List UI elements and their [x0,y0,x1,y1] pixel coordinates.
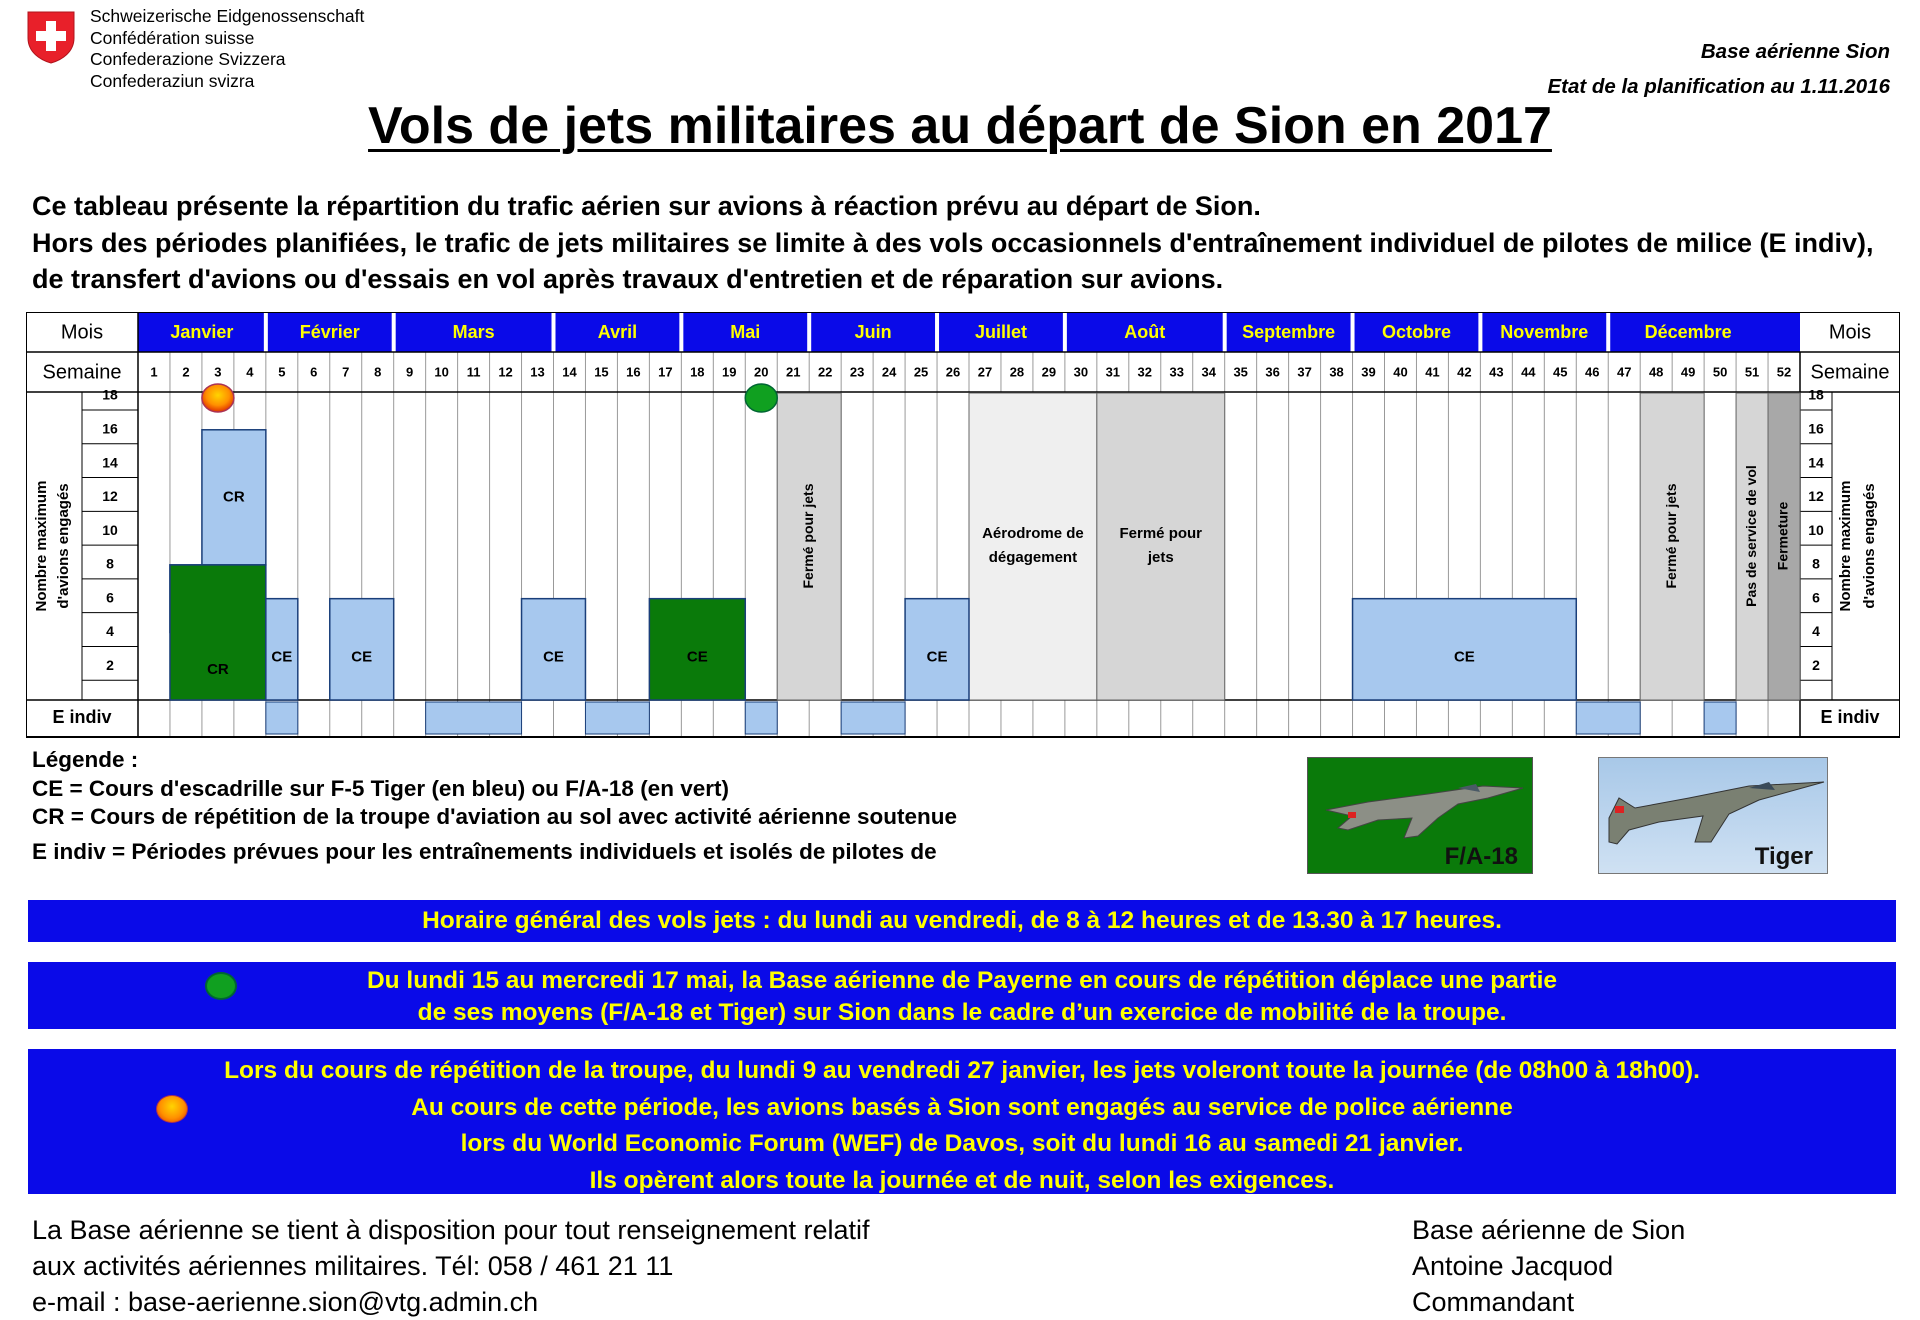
closure-block [1097,393,1225,700]
y-tick-label: 4 [106,623,114,640]
month-label: Novembre [1500,321,1589,342]
week-label: 23 [849,364,865,380]
week-label: 13 [530,364,545,380]
month-label: Juillet [974,321,1027,342]
closure-label-line-2: dégagement [988,548,1078,566]
week-label: 49 [1680,364,1696,380]
e-indiv-period [745,702,777,734]
footer-contact [32,1212,870,1320]
tiger-photo [1598,757,1828,874]
y-tick-label: 10 [102,521,118,538]
closure-label: Fermeture [1774,501,1791,571]
y-tick-label-right: 10 [1808,521,1824,538]
course-block-label: CE [271,648,293,666]
week-label: 9 [406,364,414,380]
payerne-line-1: Du lundi 15 au mercredi 17 mai, la Base aérienne de Payerne en cours de répétition déplace une partie [366,967,1558,994]
footer-sign-line-1: Base aérienne de Sion [1412,1215,1686,1245]
y-tick-label: 16 [102,420,118,437]
week-label: 48 [1648,364,1664,380]
row-label-e-indiv-right: E indiv [1820,706,1880,727]
planning-status: Etat de la planification au 1.11.2016 [1547,75,1890,98]
fa18-label: F/A-18 [1444,843,1518,870]
y-tick-label: 14 [102,454,118,471]
y-tick-label: 2 [106,656,114,673]
org-line-it: Confederazione Svizzera [90,49,286,69]
wef-line-1: Lors du cours de répétition de la troupe, du lundi 9 au vendredi 27 janvier, les jets voleront toute la journée (de 08h00 à 18h00). [224,1057,1700,1084]
week-label: 8 [374,364,382,380]
week-label: 34 [1201,364,1216,380]
page-title [0,96,1920,156]
y-tick-label: 6 [106,589,114,606]
y-tick-label: 8 [106,555,114,572]
y-tick-label-right: 12 [1808,488,1824,505]
week-label: 50 [1712,364,1728,380]
organization-names [90,6,364,92]
month-label: Septembre [1242,321,1336,342]
closure-label-line-1: Aérodrome de [982,524,1084,542]
y-tick-label-right: 2 [1812,656,1820,673]
wef-line-4: Ils opèrent alors toute la journée et de nuit, selon les exigences. [589,1166,1335,1194]
week-label: 43 [1489,364,1504,380]
month-label: Avril [597,321,638,342]
hours-banner [28,900,1896,942]
intro-line-1: Ce tableau présente la répartition du trafic aérien sur avions à réaction prévu au départ de Sion. [32,191,1261,221]
y-tick-label: 18 [102,386,118,403]
closure-label: Fermé pour jets [1662,483,1679,589]
e-indiv-period [266,702,298,734]
week-label: 40 [1393,364,1408,380]
e-indiv-period [426,702,522,734]
closure-block [969,393,1097,700]
y-tick-label: 12 [102,488,118,505]
legend-item-cr: CR = Cours de répétition de la troupe d'aviation au sol avec activité aérienne soutenue [32,804,957,829]
week-label: 29 [1041,364,1057,380]
course-block-label: CE [686,648,708,666]
footer-sign-line-3: Commandant [1412,1287,1575,1317]
orange-marker-icon [202,384,234,412]
footer-signature [1412,1212,1685,1320]
orange-dot-icon [156,1095,188,1123]
course-block-label: CE [1453,648,1475,666]
week-label: 28 [1009,364,1025,380]
week-label: 39 [1361,364,1376,380]
row-label-month-right: Mois [1828,321,1872,344]
hours-text: Horaire général des vols jets : du lundi au vendredi, de 8 à 12 heures et de 13.30 à 17 heures. [422,907,1502,934]
green-dot-icon [205,972,237,1000]
week-label: 27 [977,364,993,380]
legend-item-ce: CE = Cours d'escadrille sur F-5 Tiger (en bleu) ou F/A-18 (en vert) [32,775,729,801]
footer-contact-line-1: La Base aérienne se tient à disposition pour tout renseignement relatif [32,1215,870,1245]
closure-label: Pas de service de vol [1742,465,1759,607]
week-label: 10 [434,364,449,380]
base-name: Base aérienne Sion [1700,40,1890,63]
week-label: 16 [626,364,641,380]
week-label: 44 [1521,364,1536,380]
week-label: 4 [246,364,254,380]
footer-email[interactable]: e-mail : base-aerienne.sion@vtg.admin.ch [32,1287,539,1317]
green-marker-icon [745,384,777,412]
week-label: 22 [817,364,833,380]
week-label: 14 [562,364,577,380]
legend-item-e-indiv: E indiv = Périodes prévues pour les entraînements individuels et isolés de pilotes de [32,838,937,864]
y-tick-label-right: 4 [1812,623,1820,640]
week-label: 42 [1457,364,1472,380]
course-block-label: CE [351,648,373,666]
month-label: Juin [854,321,892,342]
fa18-photo [1307,757,1533,874]
week-label: 33 [1169,364,1184,380]
week-label: 38 [1329,364,1344,380]
course-block-cr [170,565,266,700]
week-label: 41 [1425,364,1440,380]
week-label: 31 [1105,364,1121,380]
closure-label-line-1: Fermé pour [1119,524,1203,542]
row-label-week-right: Semaine [1810,361,1890,384]
week-label: 32 [1137,364,1153,380]
week-label: 3 [214,364,222,380]
y-tick-label-right: 18 [1808,386,1824,403]
intro-line-2: Hors des périodes planifiées, le trafic de jets militaires se limite à des vols occasionnels d'entraînement individuel de pilotes de milice (E indiv), de transfert d'avions ou d'essais en vol après travaux d'entretien et de réparation sur avions. [32,227,1874,294]
week-label: 21 [785,364,801,380]
y-tick-label-right: 8 [1812,555,1820,572]
week-label: 37 [1297,364,1312,380]
month-label: Août [1124,321,1166,342]
month-label: Janvier [170,321,234,342]
wef-line-2: Au cours de cette période, les avions basés à Sion sont engagés au service de police aérienne [411,1093,1513,1121]
week-label: 11 [466,364,481,380]
week-label: 52 [1776,364,1792,380]
week-label: 2 [182,364,190,380]
week-label: 17 [658,364,673,380]
e-indiv-period [1704,702,1736,734]
legend [32,746,957,866]
week-label: 25 [913,364,929,380]
course-block-label: CE [926,648,948,666]
footer-contact-line-2: aux activités aériennes militaires. Tél: 058 / 461 21 11 [32,1251,674,1281]
week-label: 24 [881,364,897,380]
payerne-banner [28,962,1896,1029]
wef-banner [28,1049,1896,1194]
month-label: Octobre [1381,321,1451,342]
week-label: 5 [278,364,286,380]
week-label: 35 [1233,364,1248,380]
payerne-line-2: de ses moyens (F/A-18 et Tiger) sur Sion dans le cadre d’un exercice de mobilité de la troupe. [417,999,1507,1026]
e-indiv-period [841,702,905,734]
wef-line-3: lors du World Economic Forum (WEF) de Davos, soit du lundi 16 au samedi 21 janvier. [460,1130,1464,1157]
row-label-month: Mois [60,321,104,344]
week-label: 15 [594,364,609,380]
header-right [1547,34,1890,104]
month-label: Décembre [1644,321,1732,342]
intro-text [32,188,1902,298]
e-indiv-period [585,702,649,734]
row-label-e-indiv: E indiv [52,706,112,727]
flight-schedule-chart [26,312,1900,738]
org-line-rm: Confederaziun svizra [90,70,255,91]
e-indiv-period [1576,702,1640,734]
week-label: 47 [1616,364,1632,380]
y-axis-title-line-2: d'avions engagés [54,483,72,609]
week-label: 1 [150,364,158,380]
month-label: Mai [730,321,761,342]
row-label-week: Semaine [42,361,122,384]
y-tick-label-right: 6 [1812,589,1820,606]
y-axis-title-right-line-2: d'avions engagés [1860,483,1878,609]
week-label: 12 [498,364,513,380]
week-label: 20 [754,364,769,380]
tiger-label: Tiger [1754,843,1813,870]
org-line-fr: Confédération suisse [90,27,255,48]
swiss-coat-of-arms-icon [24,10,78,64]
course-block-label: CR [223,488,245,506]
page-title-text: Vols de jets militaires au départ de Sion en 2017 [368,97,1552,155]
week-label: 51 [1744,364,1760,380]
org-line-de: Schweizerische Eidgenossenschaft [90,6,365,26]
week-label: 19 [722,364,737,380]
course-block-label: CE [543,648,564,666]
week-label: 7 [342,364,350,380]
week-label: 26 [945,364,961,380]
y-axis-title-right-line-1: Nombre maximum [1836,480,1854,612]
closure-label: Fermé pour jets [799,483,816,589]
week-label: 6 [310,364,318,380]
y-axis-title-line-1: Nombre maximum [32,480,50,612]
y-tick-label-right: 14 [1808,454,1824,471]
week-label: 46 [1585,364,1600,380]
closure-label-line-2: jets [1147,548,1174,566]
course-block-label: CR [207,660,229,678]
month-label: Mars [452,321,495,342]
week-label: 45 [1553,364,1568,380]
footer-sign-line-2: Antoine Jacquod [1412,1251,1614,1281]
week-label: 30 [1073,364,1089,380]
week-label: 18 [690,364,705,380]
legend-title: Légende : [32,747,139,772]
month-label: Février [299,321,360,342]
week-label: 36 [1265,364,1280,380]
y-tick-label-right: 16 [1808,420,1824,437]
